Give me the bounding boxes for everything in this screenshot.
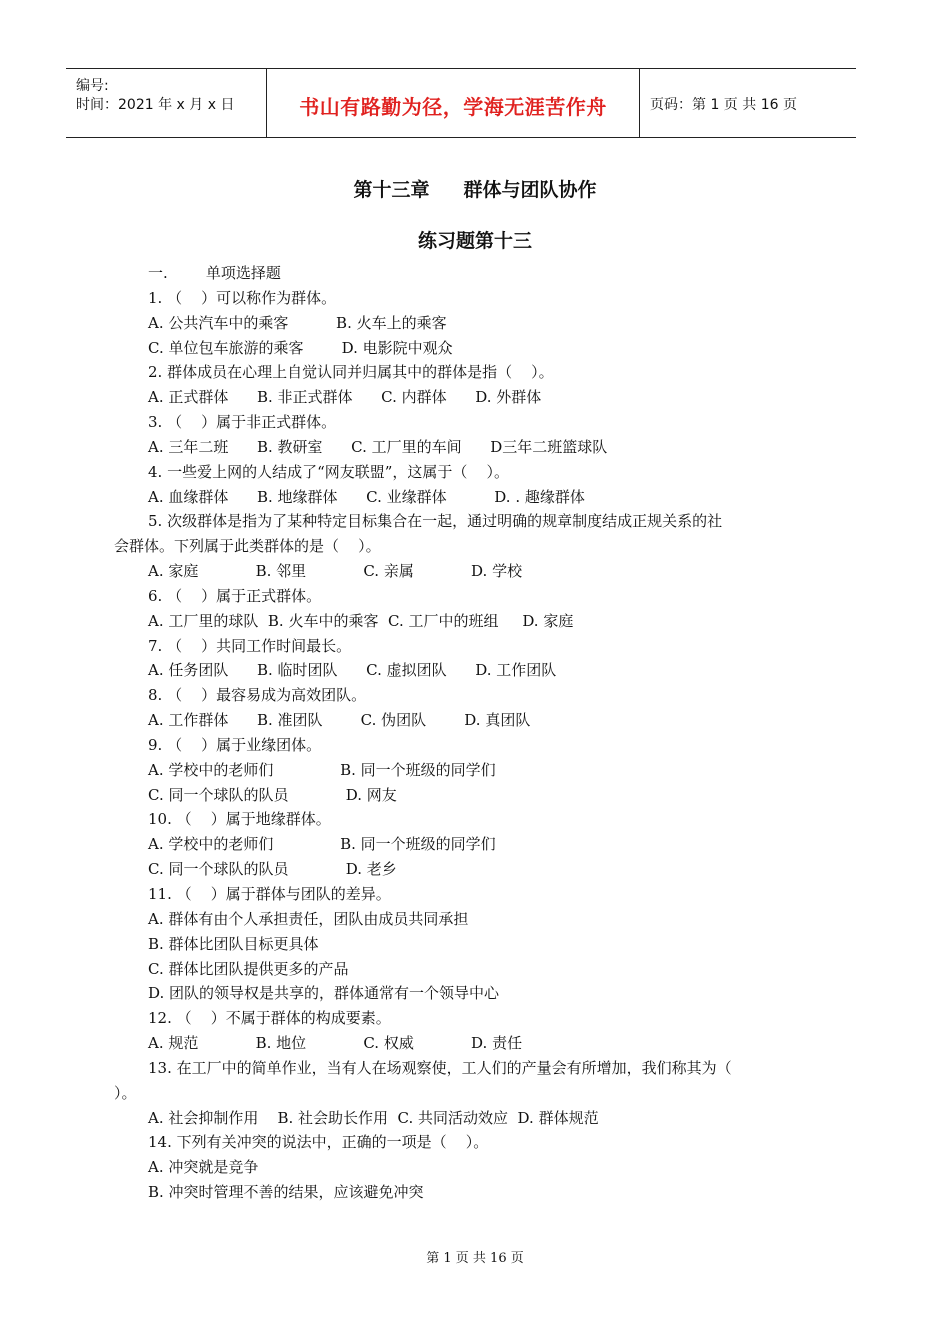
text-line: 7. （ ）共同工作时间最长。: [148, 636, 352, 655]
motto: 书山有路勤为径，学海无涯苦作舟: [299, 95, 607, 119]
text-line: 13. 在工厂中的简单作业，当有人在场观察使，工人们的产量会有所增加，我们称其为（: [148, 1058, 732, 1077]
text-line: 2. 群体成员在心理上自觉认同并归属其中的群体是指（ ）。: [148, 363, 554, 382]
text-line: C. 同一个球队的队员 D. 网友: [148, 785, 397, 804]
text-line: A. 任务团队 B. 临时团队 C. 虚拟团队 D. 工作团队: [148, 661, 557, 680]
text-line: A. 冲突就是竞争: [148, 1158, 259, 1177]
text-line: A. 工厂里的球队 B. 火车中的乘客 C. 工厂中的班组 D. 家庭: [148, 611, 574, 630]
text-line: 12. （ ）不属于群体的构成要素。: [148, 1009, 391, 1028]
text-line: 会群体。下列属于此类群体的是（ ）。: [114, 537, 381, 556]
text-line: B. 群体比团队目标更具体: [148, 934, 319, 953]
text-line: D. 团队的领导权是共享的，群体通常有一个领导中心: [148, 984, 500, 1003]
text-line: A. 社会抑制作用 B. 社会助长作用 C. 共同活动效应 D. 群体规范: [148, 1108, 599, 1127]
number-label: 编号:: [76, 78, 109, 94]
text-line: A. 家庭 B. 邻里 C. 亲属 D. 学校: [148, 562, 523, 581]
text-line: C. 同一个球队的队员 D. 老乡: [148, 860, 397, 879]
time-label: 时间：2021 年 x 月 x 日: [76, 97, 235, 113]
exercise-title: 练习题第十三: [417, 230, 532, 252]
page-header: [66, 68, 856, 138]
text-line: 6. （ ）属于正式群体。: [148, 586, 322, 605]
text-line: C. 单位包车旅游的乘客 D. 电影院中观众: [148, 338, 453, 357]
header-meta-cell: [66, 69, 267, 137]
text-line: A. 学校中的老师们 B. 同一个班级的同学们: [148, 760, 496, 779]
text-line: A. 工作群体 B. 准团队 C. 伪团队 D. 真团队: [148, 711, 531, 730]
text-line: B. 冲突时管理不善的结果，应该避免冲突: [148, 1183, 424, 1202]
page-footer: 第 1 页 共 16 页: [426, 1251, 524, 1266]
text-line: A. 公共汽车中的乘客 B. 火车上的乘客: [148, 313, 447, 332]
text-line: A. 血缘群体 B. 地缘群体 C. 业缘群体 D. . 趣缘群体: [148, 487, 585, 506]
chapter-number: 第十三章: [353, 179, 430, 201]
text-line: 10. （ ）属于地缘群体。: [148, 810, 331, 829]
text-line: A. 正式群体 B. 非正式群体 C. 内群体 D. 外群体: [148, 388, 542, 407]
page-number-label: 页码：第 1 页 共 16 页: [650, 97, 797, 113]
text-line: A. 学校中的老师们 B. 同一个班级的同学们: [148, 835, 496, 854]
text-line: 11. （ ）属于群体与团队的差异。: [148, 885, 391, 903]
text-line: C. 群体比团队提供更多的产品: [148, 959, 349, 978]
text-line: 1. （ ）可以称作为群体。: [148, 288, 337, 307]
text-line: ）。: [114, 1083, 137, 1102]
text-line: A. 规范 B. 地位 C. 权威 D. 责任: [148, 1034, 523, 1053]
header-motto-cell: [267, 69, 640, 137]
chapter-name: 群体与团队协作: [463, 179, 597, 201]
text-line: 9. （ ）属于业缘团体。: [148, 735, 322, 754]
text-line: 14. 下列有关冲突的说法中，正确的一项是（ ）。: [148, 1133, 489, 1152]
text-line: 3. （ ）属于非正式群体。: [148, 413, 337, 432]
text-line: A. 三年二班 B. 教研室 C. 工厂里的车间 D三年二班篮球队: [148, 437, 608, 456]
text-line: 4. 一些爱上网的人结成了“网友联盟”，这属于（ ）。: [148, 462, 509, 481]
header-page-cell: [640, 69, 856, 137]
text-line: 一. 单项选择题: [148, 264, 281, 282]
text-line: 5. 次级群体是指为了某种特定目标集合在一起，通过明确的规章制度结成正规关系的社: [148, 512, 723, 531]
chapter-title: [0, 175, 950, 202]
text-line: A. 群体有由个人承担责任，团队由成员共同承担: [148, 909, 469, 928]
text-line: 8. （ ）最容易成为高效团队。: [148, 686, 367, 705]
